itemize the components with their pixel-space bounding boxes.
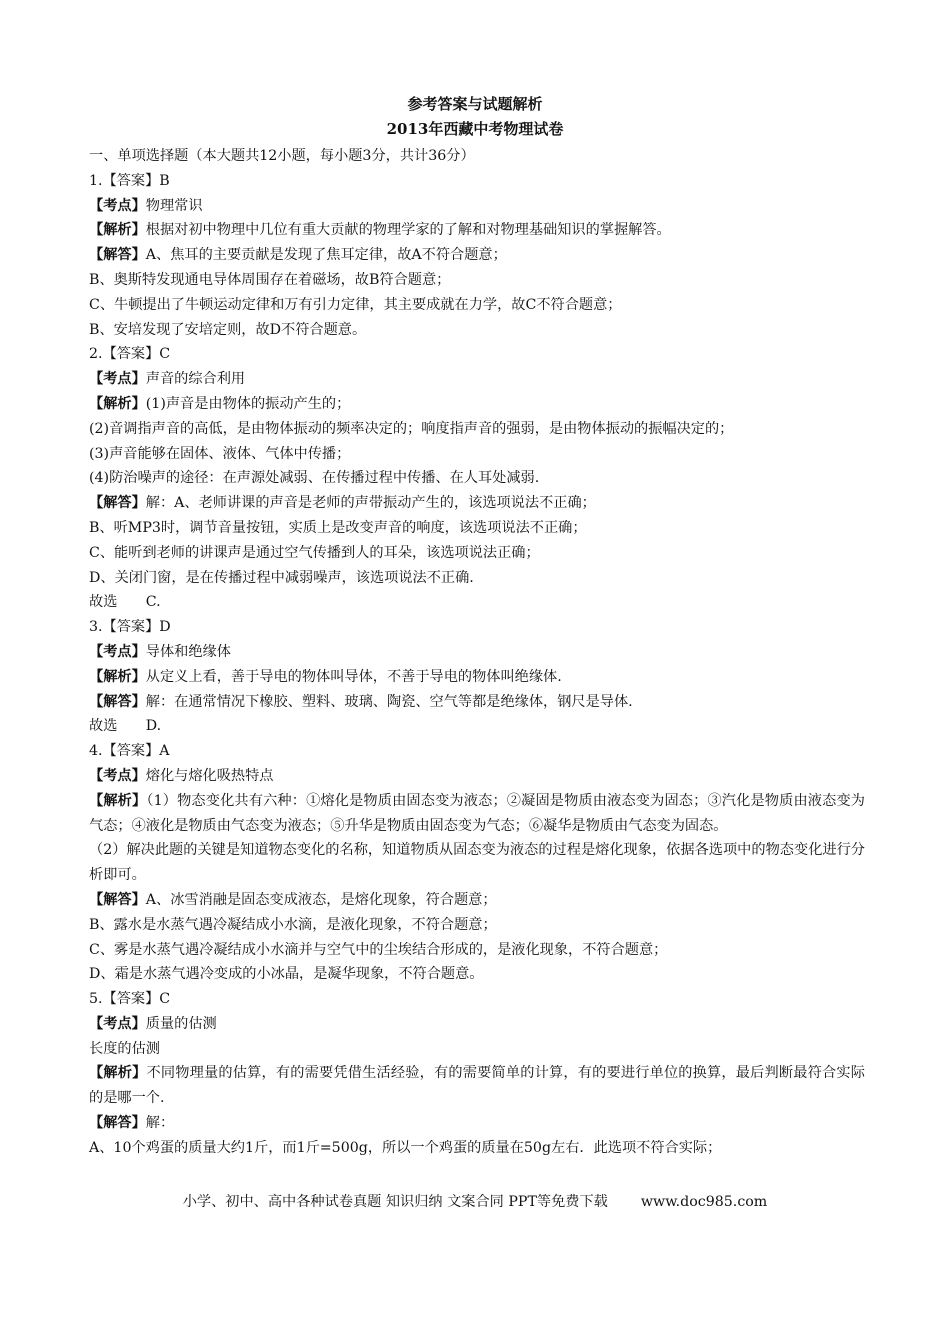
content-line <box>89 243 865 268</box>
line-text: 故选 D. <box>89 718 162 735</box>
content-line <box>89 541 865 566</box>
content-line <box>89 838 865 888</box>
content-line <box>89 962 865 987</box>
content-line <box>89 615 865 640</box>
field-label: 【考点】 <box>89 767 146 784</box>
field-label: 【解答】 <box>89 495 146 512</box>
field-label: 【解析】 <box>89 792 147 809</box>
field-label: 【解析】 <box>89 1065 147 1082</box>
content-line <box>89 318 865 343</box>
line-text: B、露水是水蒸气遇冷凝结成小水滴，是液化现象，不符合题意； <box>89 916 497 933</box>
section-heading: 一、单项选择题（本大题共12小题，每小题3分，共计36分） <box>89 148 475 164</box>
line-text: 长度的估测 <box>89 1040 160 1057</box>
line-text: (4)防治噪声的途径：在声源处减弱、在传播过程中传播、在人耳处减弱. <box>89 470 540 487</box>
content-line <box>89 516 865 541</box>
line-text: 不同物理量的估算，有的需要凭借生活经验，有的需要简单的计算，有的要进行单位的换算，最后判断最符合实际的是哪一个. <box>89 1065 865 1107</box>
content-line <box>89 218 865 243</box>
line-text: （2）解决此题的关键是知道物态变化的名称，知道物质从固态变为液态的过程是熔化现象，依据各选项中的物态变化进行分析即可。 <box>89 842 865 884</box>
line-text: C、能听到老师的讲课声是通过空气传播到人的耳朵，该选项说法正确； <box>89 544 540 561</box>
content-line <box>89 1012 865 1037</box>
line-text: 故选 C. <box>89 594 161 611</box>
footer-url: www.doc985.com <box>640 1194 768 1210</box>
content-line <box>89 491 865 516</box>
content-line <box>89 690 865 715</box>
content-line <box>89 590 865 615</box>
line-text: (2)音调指声音的高低，是由物体振动的频率决定的；响度指声音的强弱，是由物体振动的振幅决定的； <box>89 420 734 437</box>
line-text: D、霜是水蒸气遇冷变成的小冰晶，是凝华现象，不符合题意。 <box>89 966 484 983</box>
line-text: 解：A、老师讲课的声音是老师的声带振动产生的，该选项说法不正确； <box>145 495 596 512</box>
content-line <box>89 1136 865 1161</box>
content-line <box>89 665 865 690</box>
line-text: (3)声音能够在固体、液体、气体中传播； <box>89 445 351 462</box>
line-text: 熔化与熔化吸热特点 <box>145 767 274 784</box>
answer-content <box>89 144 865 1161</box>
field-label: 【考点】 <box>89 643 146 660</box>
content-line <box>89 392 865 417</box>
line-text: 物理常识 <box>145 197 203 214</box>
line-text: B、听MP3时，调节音量按钮，实质上是改变声音的响度，该选项说法不正确； <box>89 519 587 536</box>
field-label: 【解答】 <box>89 247 146 264</box>
exam-title: 2013年西藏中考物理试卷 <box>386 120 564 138</box>
field-label: 【考点】 <box>89 371 146 388</box>
line-text: 3.【答案】D <box>89 619 171 636</box>
content-line <box>89 987 865 1012</box>
line-text: （1）物态变化共有六种：①熔化是物质由固态变为液态；②凝固是物质由液态变为固态；③汽化是物质由液态变为气态；④液化是物质由气态变为液态；⑤升华是物质由固态变为气态；⑥凝华是物质由气态变为固态。 <box>89 792 865 834</box>
line-text: 5.【答案】C <box>89 991 171 1008</box>
field-label: 【解答】 <box>89 891 146 908</box>
field-label: 【解析】 <box>89 395 146 412</box>
content-line <box>89 938 865 963</box>
line-text: (1)声音是由物体的振动产生的； <box>145 395 351 412</box>
field-label: 【解析】 <box>89 222 146 239</box>
line-text: 声音的综合利用 <box>145 371 246 388</box>
line-text: 导体和绝缘体 <box>145 643 231 660</box>
content-line <box>89 417 865 442</box>
line-text: 从定义上看，善于导电的物体叫导体，不善于导电的物体叫绝缘体. <box>145 668 562 685</box>
content-line <box>89 739 865 764</box>
content-line <box>89 1111 865 1136</box>
content-line <box>89 342 865 367</box>
content-line <box>89 640 865 665</box>
field-label: 【解答】 <box>89 1115 146 1132</box>
line-text: C、雾是水蒸气遇冷凝结成小水滴并与空气中的尘埃结合形成的，是液化现象，不符合题意； <box>89 941 668 958</box>
content-line <box>89 714 865 739</box>
content-line <box>89 442 865 467</box>
content-line <box>89 268 865 293</box>
field-label: 【解析】 <box>89 668 146 685</box>
line-text: B、奥斯特发现通电导体周围存在着磁场，故B符合题意； <box>89 271 451 288</box>
content-line <box>89 194 865 219</box>
field-label: 【解答】 <box>89 693 146 710</box>
line-text: 1.【答案】B <box>89 172 170 189</box>
line-text: 根据对初中物理中几位有重大贡献的物理学家的了解和对物理基础知识的掌握解答。 <box>145 222 671 239</box>
line-text: A、10个鸡蛋的质量大约1斤，而1斤=500g，所以一个鸡蛋的质量在50g左右．此选项不符合实际； <box>89 1139 722 1156</box>
content-line <box>89 169 865 194</box>
content-line <box>89 466 865 491</box>
content-line <box>89 888 865 913</box>
line-text: A、焦耳的主要贡献是发现了焦耳定律，故A不符合题意； <box>145 247 507 264</box>
content-line <box>89 367 865 392</box>
field-label: 【考点】 <box>89 1015 146 1032</box>
content-line <box>89 566 865 591</box>
content-line <box>89 789 865 839</box>
content-line <box>89 1037 865 1062</box>
line-text: D、关闭门窗，是在传播过程中减弱噪声，该选项说法不正确. <box>89 569 474 586</box>
content-line <box>89 913 865 938</box>
footer-text: 小学、初中、高中各种试卷真题 知识归纳 文案合同 PPT等免费下载 <box>182 1194 608 1210</box>
page-footer <box>0 1191 950 1213</box>
line-text: A、冰雪消融是固态变成液态，是熔化现象，符合题意； <box>145 891 497 908</box>
line-text: B、安培发现了安培定则，故D不符合题意。 <box>89 321 367 338</box>
field-label: 【考点】 <box>89 197 146 214</box>
line-text: 2.【答案】C <box>89 346 171 363</box>
document-title: 参考答案与试题解析 <box>407 95 543 113</box>
line-text: 解：在通常情况下橡胶、塑料、玻璃、陶瓷、空气等都是绝缘体，钢尺是导体. <box>145 693 633 710</box>
content-line <box>89 764 865 789</box>
line-text: 4.【答案】A <box>89 743 170 760</box>
answer-lines <box>89 169 865 1161</box>
line-text: 质量的估测 <box>145 1015 217 1032</box>
line-text: 解： <box>145 1115 175 1132</box>
content-line <box>89 1061 865 1111</box>
line-text: C、牛顿提出了牛顿运动定律和万有引力定律，其主要成就在力学，故C不符合题意； <box>89 296 622 313</box>
content-line <box>89 293 865 318</box>
